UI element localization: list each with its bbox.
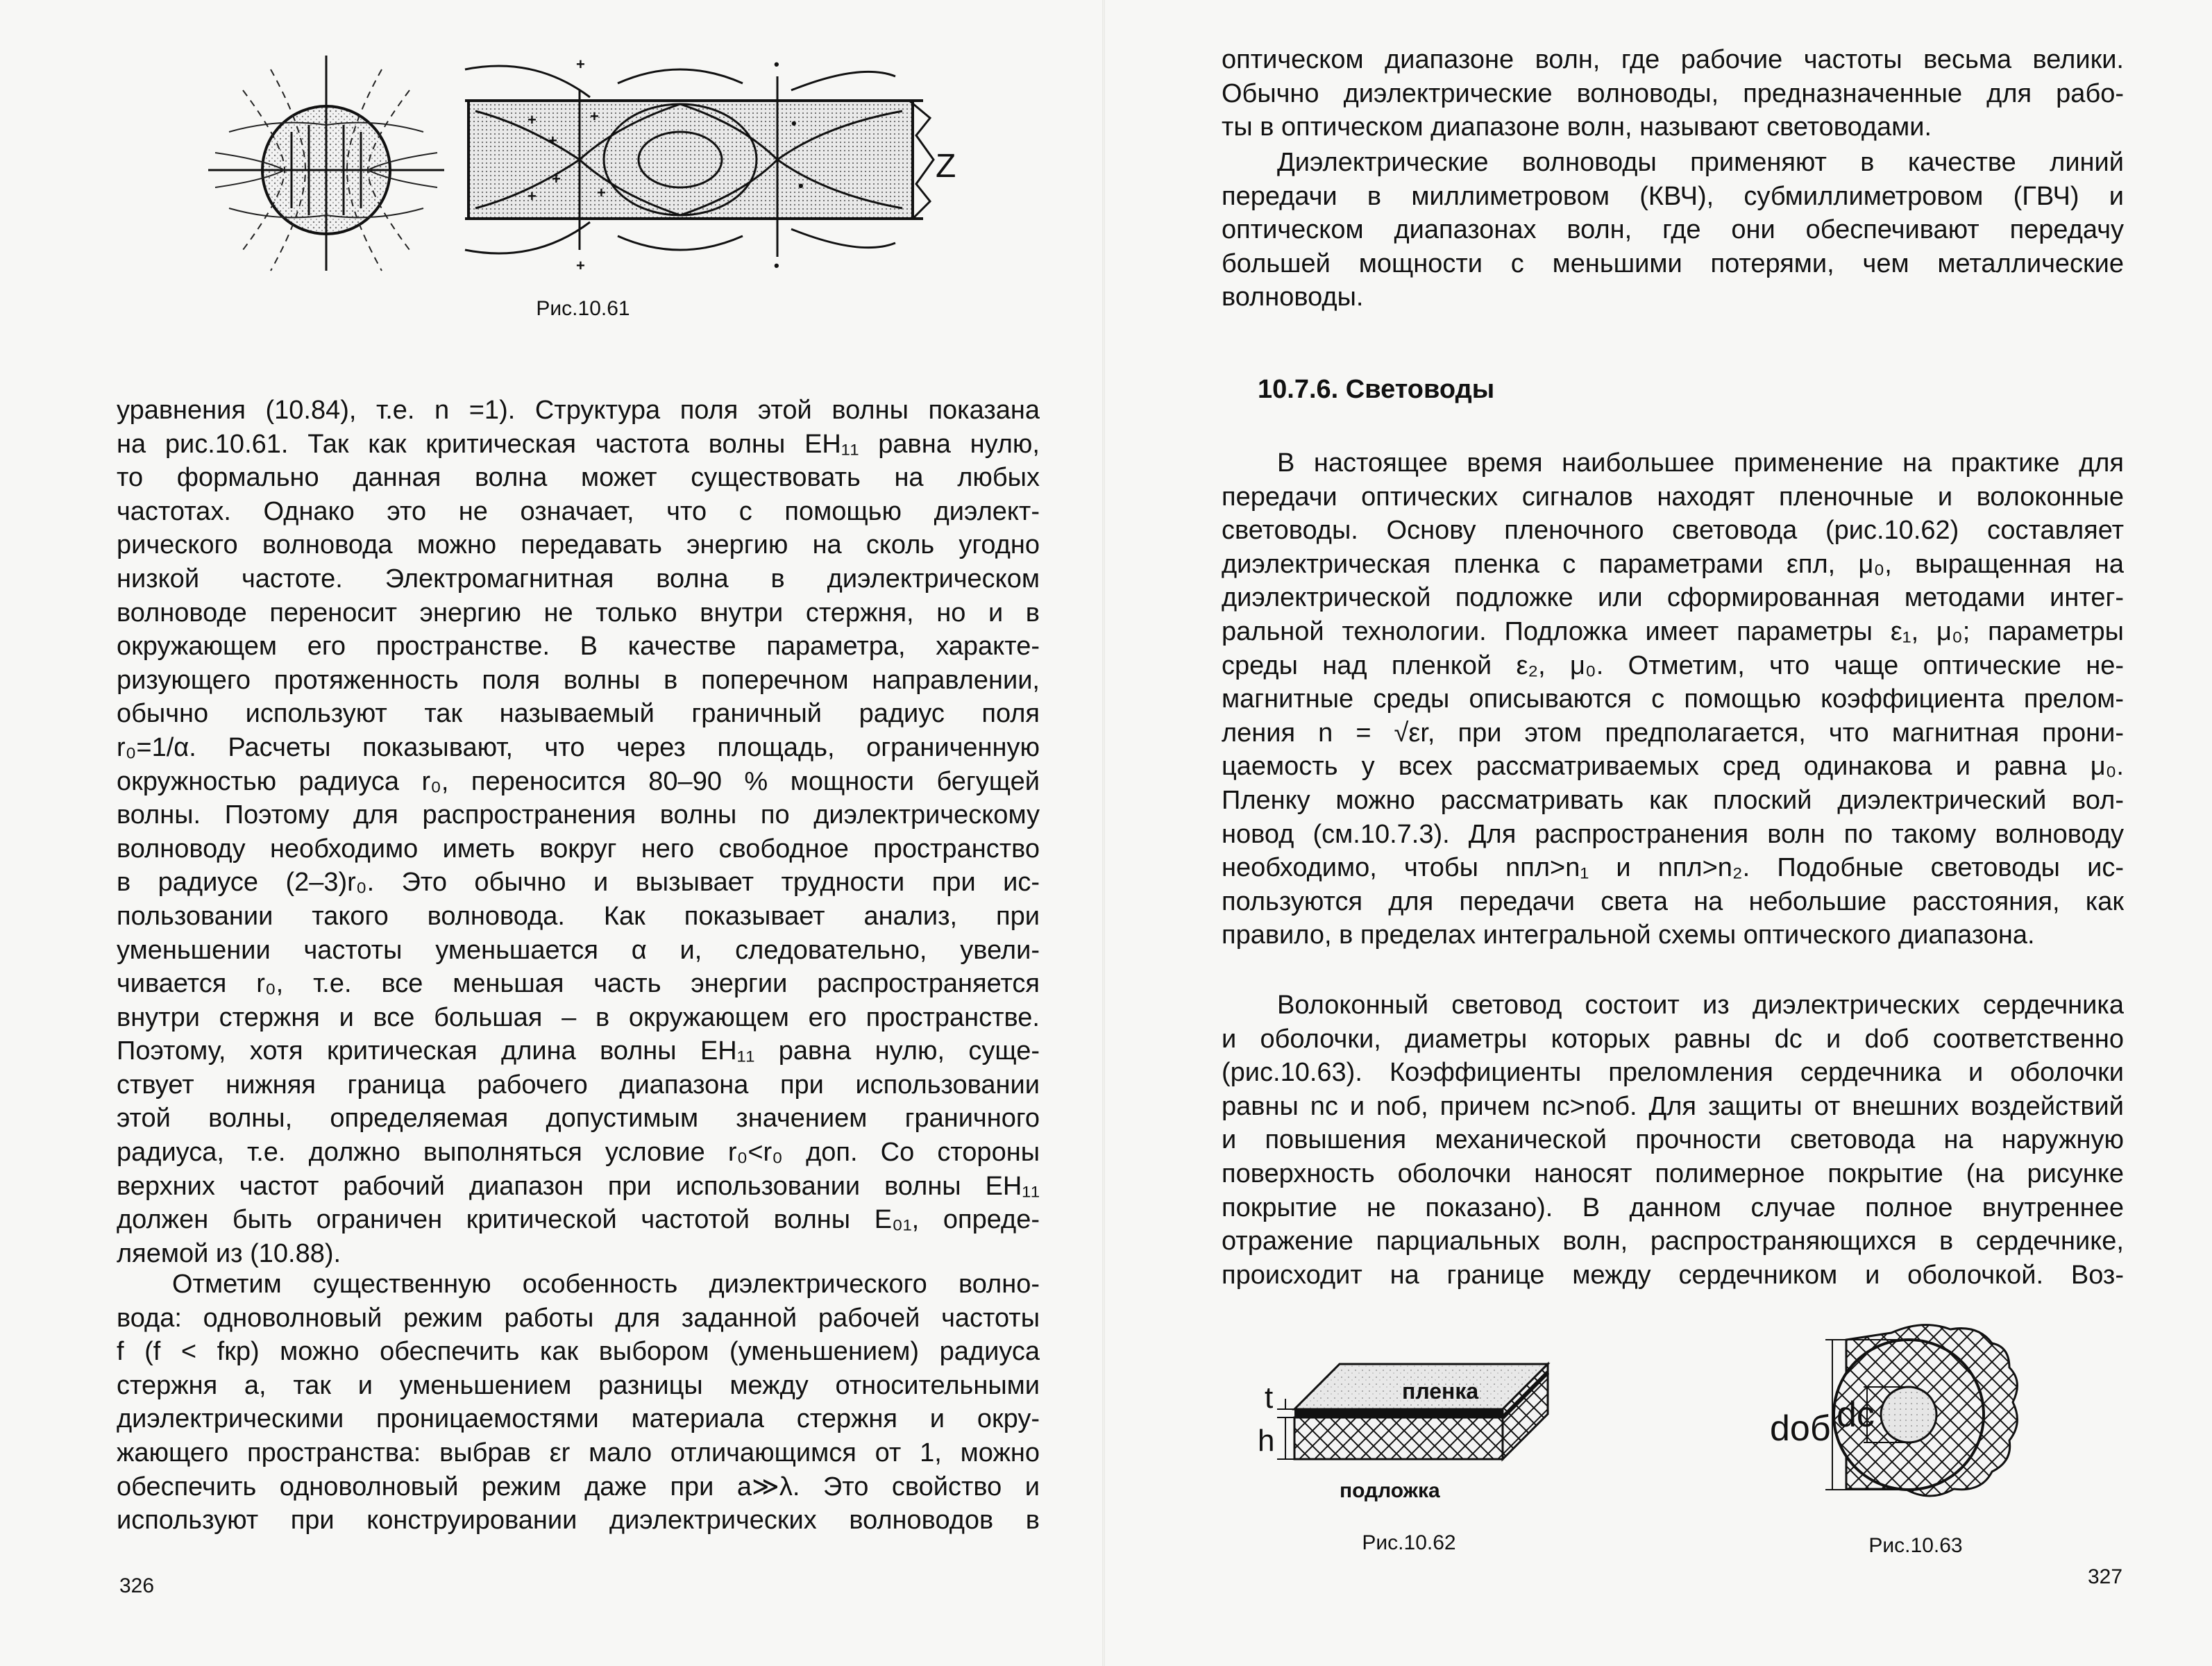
text-line: окружностью радиуса r₀, переносится 80–90 % мощности бегущей — [117, 766, 1040, 796]
text-line: поверхность оболочки наносят полимерное покрытие (на рисунке — [1222, 1159, 2124, 1188]
longitudinal-section-diagram — [465, 56, 956, 274]
text-line: то формально данная волна может существовать на любых — [117, 463, 1040, 493]
text-line: новод (см.10.7.3). Для распространения волн по такому волноводу — [1222, 819, 2124, 849]
paragraph-single-mode — [117, 1268, 1040, 1538]
text-line: световоды. Основу пленочного световода (рис.10.62) составляет — [1222, 516, 2124, 546]
text-line: внутри стержня и все большая – в окружающем его пространстве. — [117, 1002, 1040, 1032]
figure-10-63 — [1742, 1312, 2061, 1534]
text-line: магнитные среды описываются с помощью коэффициента прелом- — [1222, 684, 2124, 714]
text-line: передачи в миллиметровом (КВЧ), субмиллиметровом (ГВЧ) и — [1222, 181, 2124, 211]
text-line: ствует нижняя граница рабочего диапазона при использовании — [117, 1070, 1040, 1100]
text-line: волноводу необходимо иметь вокруг него свободное пространство — [117, 834, 1040, 864]
text-line: рического волновода можно передавать энергию на сколь угодно — [117, 530, 1040, 560]
label-h: h — [1258, 1424, 1275, 1458]
text-line: Поэтому, хотя критическая длина волны EH₁₁ равна нулю, суще- — [117, 1036, 1040, 1066]
text-line: на рис.10.61. Так как критическая частота волны EH₁₁ равна нулю, — [117, 429, 1040, 459]
svg-text:•: • — [798, 177, 804, 194]
text-line: ральной технологии. Подложка имеет параметры ε₁, μ₀; параметры — [1222, 616, 2124, 646]
figure-10-62 — [1229, 1347, 1589, 1513]
text-line: В настоящее время наибольшее применение на практике для — [1277, 448, 2124, 478]
text-line: уравнения (10.84), т.е. n =1). Структура поля этой волны показана — [117, 396, 1040, 425]
figure-caption-10-63: Рис.10.63 — [1868, 1534, 1963, 1557]
axis-label-z: Z — [936, 148, 956, 185]
text-line: оптическом диапазонах волн, где они обеспечивают передачу — [1222, 215, 2124, 245]
left-page — [0, 0, 1104, 1666]
text-line: большей мощности с меньшими потерями, чем металлические — [1222, 249, 2124, 278]
text-line: в радиусе (2–3)r₀. Это обычно и вызывает трудности при ис- — [117, 868, 1040, 898]
svg-text:•: • — [791, 115, 797, 132]
svg-text:+: + — [576, 257, 585, 274]
figure-10-61 — [201, 49, 958, 278]
text-line: среды над пленкой ε₂, μ₀. Отметим, что чаще оптические не- — [1222, 650, 2124, 680]
text-line: Волоконный световод состоит из диэлектрических сердечника — [1277, 991, 2124, 1020]
text-line: вода: одноволновый режим работы для заданной рабочей частоты — [117, 1303, 1040, 1333]
svg-text:+: + — [590, 108, 599, 125]
text-line: и оболочки, диаметры которых равны dc и dоб соответственно — [1222, 1024, 2124, 1054]
text-line: необходимо, чтобы nпл>n₁ и nпл>n₂. Подобные световоды ис- — [1222, 853, 2124, 883]
text-line: стержня a, так и уменьшением разницы между относительными — [117, 1370, 1040, 1400]
text-line: оптическом диапазоне волн, где рабочие частоты весьма велики. — [1222, 45, 2124, 74]
svg-text:+: + — [597, 184, 606, 201]
text-line: волноводе переносит энергию не только внутри стержня, но и в — [117, 598, 1040, 628]
text-line: используют при конструировании диэлектрических волноводов в — [117, 1506, 1040, 1535]
text-line: цаемость у всех рассматриваемых сред одинакова и равна μ₀. — [1222, 752, 2124, 782]
svg-text:•: • — [774, 257, 779, 274]
text-line: волноводы. — [1222, 283, 1364, 312]
text-line: пользовании такого волновода. Как показывает анализ, при — [117, 901, 1040, 931]
label-substrate: подложка — [1340, 1479, 1440, 1502]
text-line: волны. Поэтому для распространения волны по диэлектрическому — [117, 800, 1040, 830]
paragraph-optical-range — [1222, 43, 2124, 144]
section-heading: 10.7.6. Световоды — [1258, 375, 1495, 404]
svg-text:+: + — [576, 56, 585, 73]
text-line: должен быть ограничен критической частотой волны E₀₁, опреде- — [117, 1205, 1040, 1235]
text-line: обычно используют так называемый граничный радиус поля — [117, 699, 1040, 729]
label-d-ob: dоб — [1770, 1408, 1831, 1449]
text-line: и повышения механической прочности световода на наружную — [1222, 1125, 2124, 1155]
figure-caption-10-61: Рис.10.61 — [536, 297, 630, 320]
text-line: правило, в пределах интегральной схемы оптического диапазона. — [1222, 920, 2035, 950]
text-line: ляемой из (10.88). — [117, 1238, 341, 1268]
paragraph-light-guides-intro — [1222, 446, 2124, 952]
svg-text:+: + — [548, 132, 557, 149]
text-line: обеспечить одноволновый режим даже при a≫λ. Это свойство и — [117, 1472, 1040, 1501]
text-line: пользуются для передачи света на небольшие расстояния, как — [1222, 886, 2124, 916]
label-t: t — [1265, 1381, 1274, 1415]
text-line: Диэлектрические волноводы применяют в качестве линий — [1277, 148, 2124, 177]
label-d-c: dc — [1837, 1395, 1875, 1435]
svg-text:+: + — [527, 111, 537, 128]
text-line: ления n = √εr, при этом предполагается, что магнитная прони- — [1222, 718, 2124, 748]
text-line: радиуса, т.е. должно выполняться условие r₀<r₀ доп. Со стороны — [117, 1138, 1040, 1168]
text-line: (рис.10.63). Коэффициенты преломления сердечника и оболочки — [1222, 1058, 2124, 1088]
svg-text:+: + — [527, 187, 537, 205]
page-number-left: 326 — [119, 1574, 155, 1597]
paragraph-fiber-light-guide — [1222, 988, 2124, 1292]
text-line: равны nc и nоб, причем nc>nоб. Для защиты от внешних воздействий — [1222, 1091, 2124, 1121]
paragraph-field-structure — [117, 394, 1040, 1270]
text-line: жающего пространства: выбрав εr мало отличающимся от 1, можно — [117, 1438, 1040, 1467]
text-line: этой волны, определяемая допустимым значением граничного — [117, 1104, 1040, 1134]
right-page — [1104, 0, 2212, 1666]
text-line: покрытие не показано). В данном случае полное внутреннее — [1222, 1193, 2124, 1222]
figure-caption-10-62: Рис.10.62 — [1362, 1531, 1456, 1554]
text-line: Обычно диэлектрические волноводы, предназначенные для рабо- — [1222, 78, 2124, 108]
page-number-right: 327 — [2088, 1565, 2123, 1588]
svg-text:+: + — [552, 170, 561, 187]
text-line: низкой частоте. Электромагнитная волна в диэлектрическом — [117, 564, 1040, 594]
text-line: r₀=1/α. Расчеты показывают, что через площадь, ограниченную — [117, 732, 1040, 762]
label-film: пленка — [1402, 1379, 1479, 1404]
text-line: происходит на границе между сердечником и оболочкой. Воз- — [1222, 1260, 2124, 1290]
text-line: окружающем его пространстве. В качестве параметра, характе- — [117, 632, 1040, 662]
text-line: диэлектрическими проницаемостями материала стержня и окру- — [117, 1404, 1040, 1434]
text-line: частотах. Однако это не означает, что с помощью диэлект- — [117, 496, 1040, 526]
text-line: уменьшении частоты уменьшается α и, следовательно, увели- — [117, 935, 1040, 965]
text-line: диэлектрическая пленка с параметрами εпл, μ₀, выращенная на — [1222, 549, 2124, 579]
svg-text:•: • — [774, 56, 779, 73]
text-line: ты в оптическом диапазоне волн, называют световодами. — [1222, 112, 1932, 142]
text-line: Пленку можно рассматривать как плоский диэлектрический вол- — [1222, 785, 2124, 815]
cross-section-diagram — [208, 56, 444, 271]
text-line: диэлектрической подложке или сформированная методами интег- — [1222, 583, 2124, 613]
text-line: чивается r₀, т.е. все меньшая часть энергии распространяется — [117, 969, 1040, 999]
text-line: отражение парциальных волн, распространяющихся в сердечнике, — [1222, 1227, 2124, 1256]
text-line: f (f < fкр) можно обеспечить как выбором (уменьшением) радиуса — [117, 1337, 1040, 1367]
paragraph-applications — [1222, 146, 2124, 314]
text-line: ризующего протяженность поля волны в поперечном направлении, — [117, 665, 1040, 695]
text-line: Отметим существенную особенность диэлектрического волно- — [172, 1270, 1040, 1299]
text-line: верхних частот рабочий диапазон при использовании волны EH₁₁ — [117, 1171, 1040, 1201]
text-line: передачи оптических сигналов находят пленочные и волоконные — [1222, 482, 2124, 512]
